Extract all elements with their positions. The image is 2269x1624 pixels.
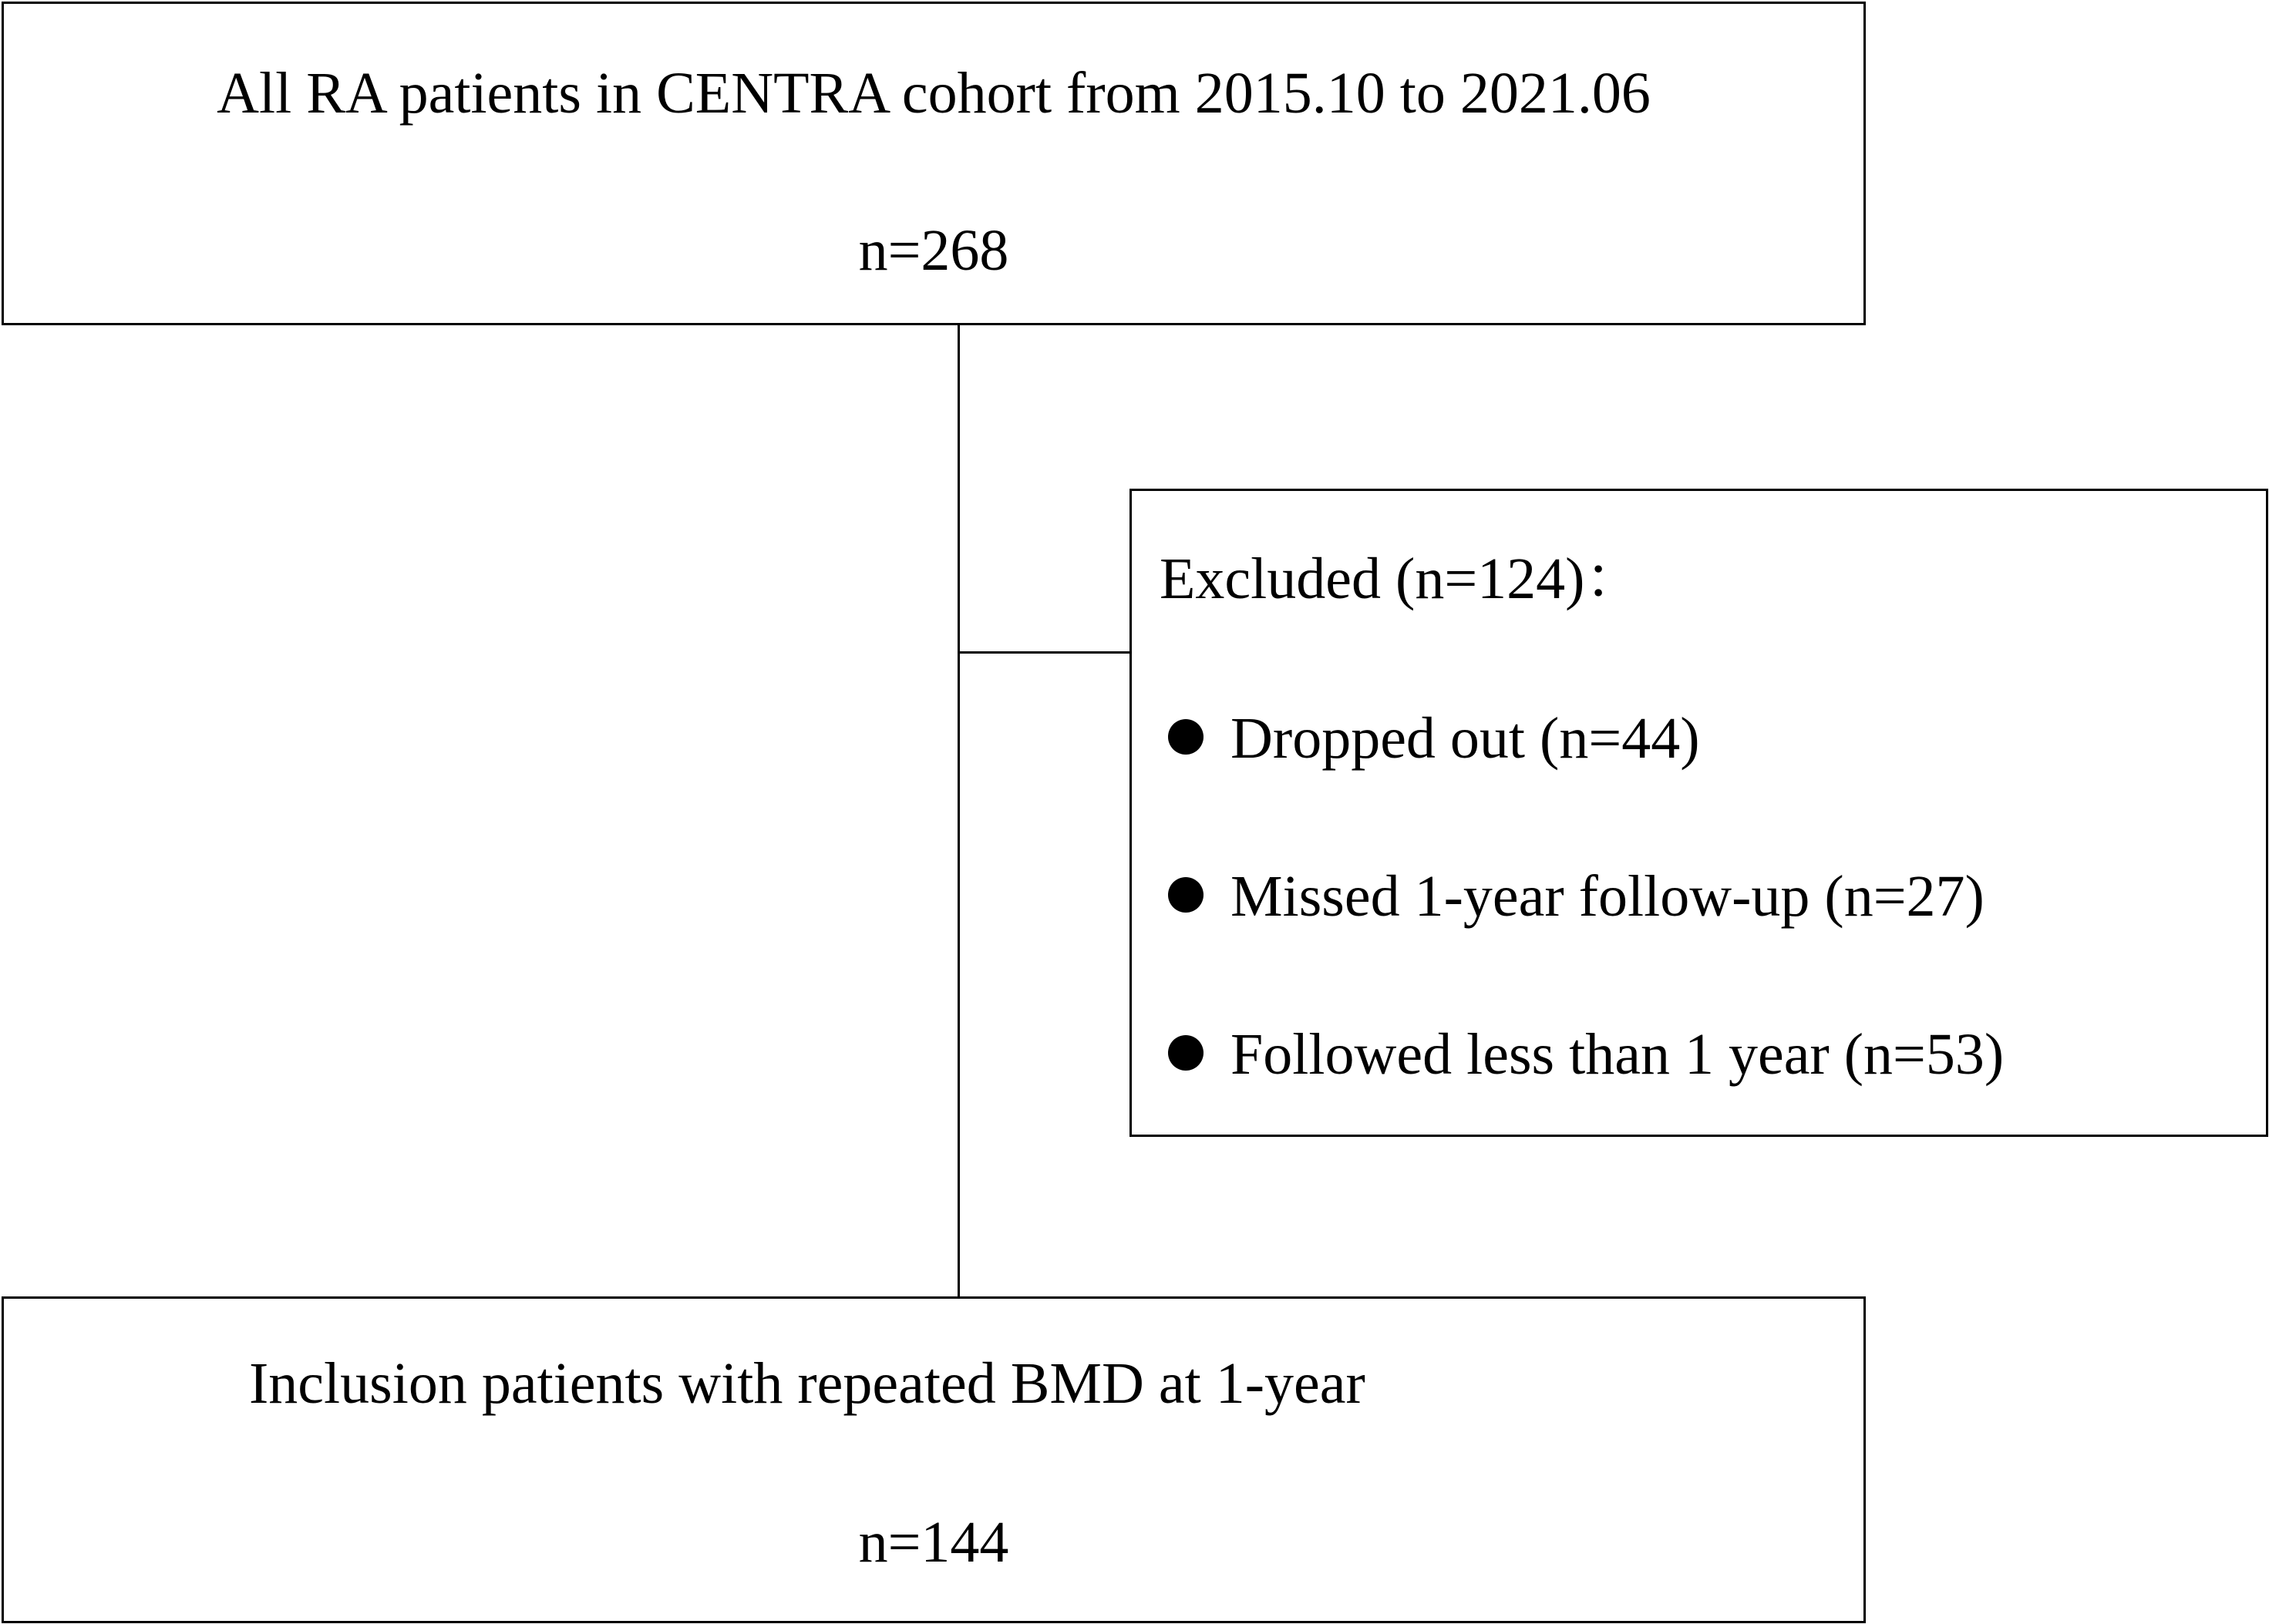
inclusion-box (2, 1296, 1866, 1623)
exclusion-item-label: Dropped out (n=44) (1230, 706, 1700, 771)
inclusion-title: Inclusion patients with repeated BMD at 1-year (249, 1351, 1365, 1416)
all-patients-count: n=268 (858, 218, 1009, 283)
excluded-title: Excluded (n=124)： (1160, 546, 1644, 611)
main-vertical-connector (958, 324, 960, 1299)
all-patients-box (2, 2, 1866, 325)
excluded-box (1129, 489, 2268, 1137)
inclusion-count: n=144 (858, 1510, 1009, 1575)
bullet-icon (1168, 719, 1204, 755)
exclusion-item-label: Missed 1-year follow-up (n=27) (1230, 864, 1985, 929)
exclusion-item-label: Followed less than 1 year (n=53) (1230, 1022, 2005, 1087)
bullet-icon (1168, 877, 1204, 913)
exclusion-branch-connector (958, 651, 1132, 654)
bullet-icon (1168, 1035, 1204, 1071)
all-patients-title: All RA patients in CENTRA cohort from 2015.10 to 2021.06 (217, 61, 1651, 126)
